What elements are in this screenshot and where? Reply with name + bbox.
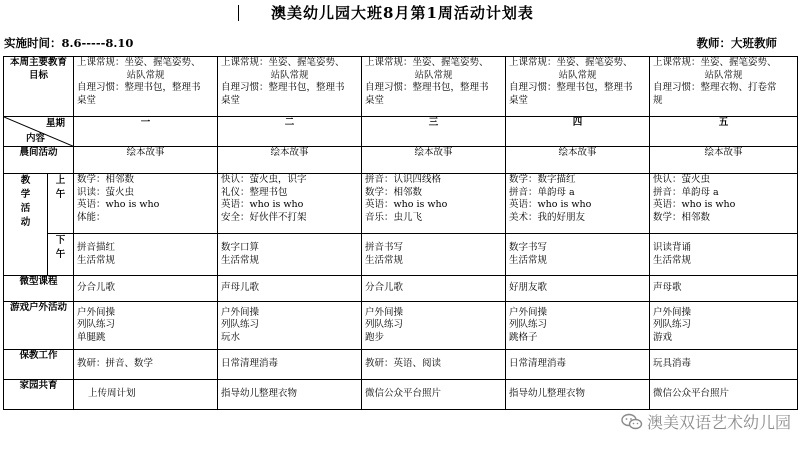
family-label: 家园共育 (4, 380, 74, 410)
watermark (621, 410, 791, 433)
am-mon: 数学：相邻数 识读：萤火虫 英语：who is who 体能： (74, 174, 218, 234)
period-text: 实施时间：8.6-----8.10 (4, 36, 134, 50)
day-mon: 一 (74, 117, 218, 147)
family-wed: 微信公众平台照片 (362, 380, 506, 410)
am-tue: 快认：萤火虫，识字 礼仪：整理书包 英语：who is who 安全：好伙伴不打架 (218, 174, 362, 234)
watermark-text: 澳美双语艺术幼儿园 (646, 413, 791, 432)
care-wed: 教研：英语、阅读 (362, 350, 506, 380)
outdoor-tue: 户外间操 列队练习 玩水 (218, 302, 362, 350)
micro-tue: 声母儿歌 (218, 276, 362, 302)
teaching-label: 教 学 活 动 (4, 174, 48, 276)
am-wed: 拼音：认识四线格 数学：相邻数 英语：who is who 音乐：虫儿飞 (362, 174, 506, 234)
outdoor-fri: 户外间操 列队练习 游戏 (650, 302, 798, 350)
goals-label: 本周主要教育目标 (4, 57, 74, 117)
pm-tue: 数字口算 生活常规 (218, 234, 362, 276)
row-days (4, 117, 798, 147)
morning-mon: 绘本故事 (74, 147, 218, 174)
care-label: 保教工作 (4, 350, 74, 380)
care-mon: 教研：拼音、数学 (74, 350, 218, 380)
outdoor-mon: 户外间操 列队练习 单腿跳 (74, 302, 218, 350)
day-fri: 五 (650, 117, 798, 147)
row-goals (4, 57, 798, 117)
family-tue: 指导幼儿整理衣物 (218, 380, 362, 410)
micro-label: 微型课程 (4, 276, 74, 302)
care-tue: 日常清理消毒 (218, 350, 362, 380)
row-pm (4, 234, 798, 276)
text-cursor (238, 5, 239, 21)
morning-wed: 绘本故事 (362, 147, 506, 174)
content-label: 内容 (26, 132, 46, 144)
morning-fri: 绘本故事 (650, 147, 798, 174)
am-fri: 快认：萤火虫 拼音：单韵母 a 英语：who is who 数学：相邻数 (650, 174, 798, 234)
row-care (4, 350, 798, 380)
row-outdoor (4, 302, 798, 350)
micro-fri: 声母歌 (650, 276, 798, 302)
row-micro (4, 276, 798, 302)
day-wed: 三 (362, 117, 506, 147)
morning-tue: 绘本故事 (218, 147, 362, 174)
teacher-text: 教师：大班教师 (696, 36, 777, 50)
day-thu: 四 (506, 117, 650, 147)
micro-mon: 分合儿歌 (74, 276, 218, 302)
page-title: 澳美幼儿园大班8月第1周活动计划表 (271, 4, 534, 22)
wechat-icon (621, 413, 643, 431)
weekday-label: 星期 (45, 118, 65, 129)
day-tue: 二 (218, 117, 362, 147)
goals-fri: 上课常规：坐姿、握笔姿势、 站队常规 自理习惯：整理衣物、打卷常 规 (650, 57, 798, 117)
morning-thu: 绘本故事 (506, 147, 650, 174)
care-thu: 日常清理消毒 (506, 350, 650, 380)
row-family (4, 380, 798, 410)
goals-wed: 上课常规：坐姿、握笔姿势、 站队常规 自理习惯：整理书包，整理书 桌堂 (362, 57, 506, 117)
pm-fri: 识读背诵 生活常规 (650, 234, 798, 276)
micro-wed: 分合儿歌 (362, 276, 506, 302)
family-fri: 微信公众平台照片 (650, 380, 798, 410)
outdoor-label: 游戏户外活动 (4, 302, 74, 350)
goals-thu: 上课常规：坐姿、握笔姿势、 站队常规 自理习惯：整理书包，整理书 桌堂 (506, 57, 650, 117)
morning-label: 晨间活动 (4, 147, 74, 174)
goals-tue: 上课常规：坐姿、握笔姿势、 站队常规 自理习惯：整理书包，整理书 桌堂 (218, 57, 362, 117)
goals-mon: 上课常规：坐姿、握笔姿势、 站队常规 自理习惯：整理书包，整理书 桌堂 (74, 57, 218, 117)
plan-table (3, 56, 798, 410)
row-morning (4, 147, 798, 174)
family-mon: 上传周计划 (74, 380, 218, 410)
am-label: 上 午 (48, 174, 74, 234)
row-am (4, 174, 798, 234)
pm-label: 下 午 (48, 234, 74, 276)
pm-thu: 数字书写 生活常规 (506, 234, 650, 276)
outdoor-thu: 户外间操 列队练习 跳格子 (506, 302, 650, 350)
micro-thu: 好朋友歌 (506, 276, 650, 302)
family-thu: 指导幼儿整理衣物 (506, 380, 650, 410)
am-thu: 数学：数字描红 拼音：单韵母 a 英语：who is who 美术：我的好朋友 (506, 174, 650, 234)
pm-mon: 拼音描红 生活常规 (74, 234, 218, 276)
care-fri: 玩具消毒 (650, 350, 798, 380)
outdoor-wed: 户外间操 列队练习 跑步 (362, 302, 506, 350)
weekday-content-header (4, 117, 74, 147)
pm-wed: 拼音书写 生活常规 (362, 234, 506, 276)
